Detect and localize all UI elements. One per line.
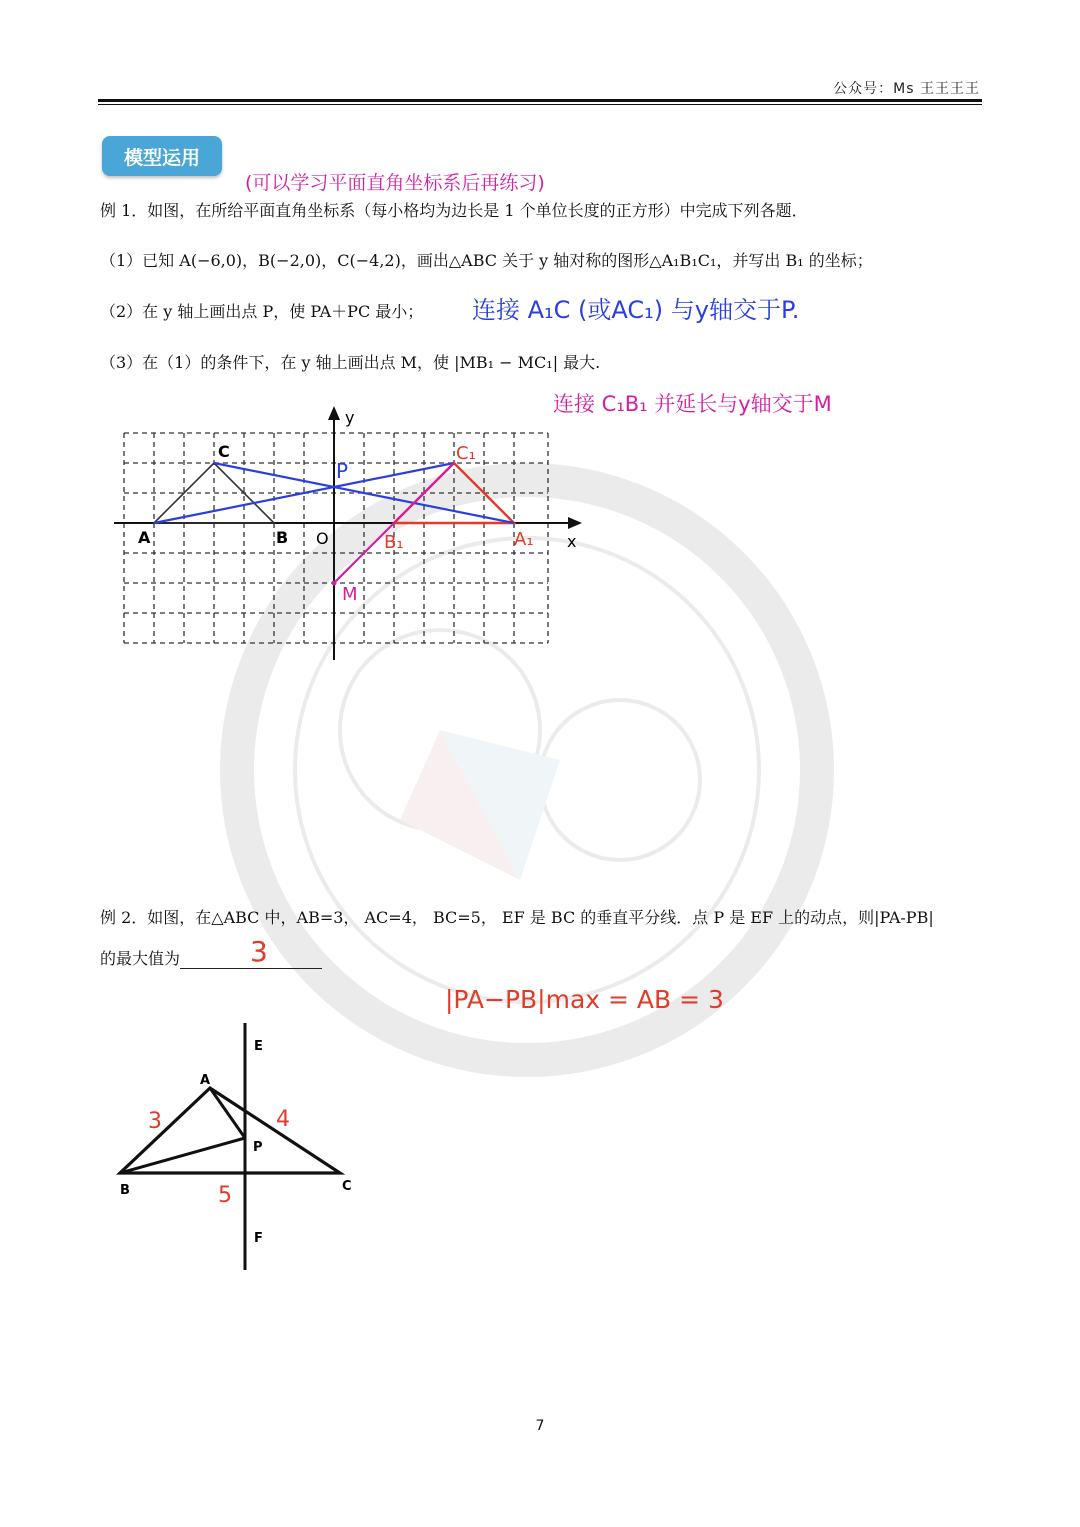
point-m-label: M: [342, 584, 358, 605]
y-axis-label: y: [345, 408, 355, 427]
handwritten-note-q2: 连接 A₁C (或AC₁) 与y轴交于P.: [472, 296, 800, 324]
point-a-label: A: [138, 528, 151, 547]
point-c-label-2: C: [342, 1179, 352, 1194]
x-axis-label: x: [567, 532, 577, 551]
section-badge: 模型运用: [102, 136, 222, 176]
example1-q3: （3）在（1）的条件下，在 y 轴上画出点 M，使 |MB₁ − MC₁| 最大.: [100, 353, 601, 372]
handwritten-note-top: (可以学习平面直角坐标系后再练习): [245, 172, 545, 194]
header-text: 公众号：Ms 王王王王: [833, 81, 980, 97]
point-f-label: F: [254, 1231, 263, 1246]
point-e-label: E: [254, 1039, 263, 1054]
handwritten-answer: 3: [250, 935, 268, 968]
handwritten-note-example2: |PA−PB|max = AB = 3: [445, 985, 724, 1014]
point-c-label: C: [218, 442, 230, 461]
example1-q1: （1）已知 A(−6,0)，B(−2,0)，C(−4,2)，画出△ABC 关于 y 轴对称的图形△A₁B₁C₁，并写出 B₁ 的坐标；: [100, 251, 873, 270]
length-bc: 5: [218, 1183, 232, 1208]
length-ac: 4: [276, 1107, 290, 1132]
example1-intro: 例 1．如图，在所给平面直角坐标系（每小格均为边长是 1 个单位长度的正方形）中完成下列各题．: [100, 201, 808, 220]
example2-text-2-label: 的最大值为: [100, 949, 181, 968]
handwritten-note-q3: 连接 C₁B₁ 并延长与y轴交于M: [553, 392, 832, 416]
line-ap: [210, 1088, 245, 1138]
point-b-label-2: B: [120, 1183, 130, 1198]
length-ab: 3: [148, 1109, 162, 1134]
point-p-label-2: P: [253, 1140, 263, 1155]
example1-q2: （2）在 y 轴上画出点 P，使 PA＋PC 最小；: [100, 302, 424, 321]
page-number: 7: [535, 1418, 545, 1434]
point-b-label: B: [276, 528, 289, 547]
point-c1-label: C₁: [456, 443, 476, 464]
point-p-label: P: [336, 459, 349, 483]
example2-text: 例 2．如图，在△ABC 中，AB=3， AC=4， BC=5， EF 是 BC 的垂直平分线．点 P 是 EF 上的动点，则|PA-PB|: [100, 908, 934, 927]
point-a-label-2: A: [200, 1073, 211, 1088]
point-a1-label: A₁: [514, 529, 534, 550]
point-b1-label: B₁: [384, 532, 404, 553]
origin-label: O: [316, 529, 329, 548]
